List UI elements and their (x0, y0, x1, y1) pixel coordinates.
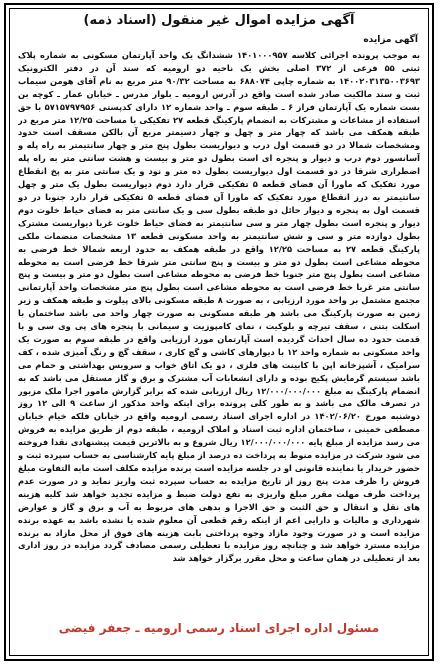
notice-signature: مسئول اداره اجرای اسناد رسمی ارومیه ـ جعفر فیضی (58, 621, 380, 635)
notice-inner-border (9, 8, 429, 656)
notice-title: آگهی مزایده اموال غیر منقول (اسناد ذمه) (83, 13, 355, 28)
notice-body: به موجب پرونده اجرائی کلاسه ۱۴۰۱۰۰۰۹۵۷ ششدانگ یک واحد آپارتمان مسکونی به شماره پلاک ثبتی ۵۵ فرعی از ۳۷۲ اصلی بخش یک ناحیه دو ارومیه که سند آن در دفتر الکترونیک ۱۴۰۰۲۰۳۱۳۵۰۰۳۶۹۳ به شماره چاپی ۶۸۸۰۷۴ به مساحت ۹۰/۳۲ متر مربع به نام آقای هومن سیماب ثبت و سند مالکیت صادر شده است واقع در آدرس ارومیه ـ بلوار مدرس ـ خیابان عمار ـ کوچه بن بست شماره یک آپارتمان فراز ۶ ـ طبقه سوم ـ واحد شماره ۱۲ دارای کدپستی ۵۷۱۵۷۹۷۹۵۶ با حق استفاده از مشاعات و مشترکات به انضمام پارکینگ قطعه ۲۷ تفکیکی با مساحت ۱۲/۲۵ متر مربع در طبقه همکف می باشد که چهار متر و چهل و چهار دسیمتر مربع آن بالکن مسقف است حدود ومشخصات شمالا در دو قسمت اول درب و دیواریست بطول پنج متر و چهار سانتیمتر به راه پله و آسانسور دوم درب و دیوار و پنجره ای است بطول دو متر و بیست و هشت سانتی متر به راه پله اضطراری شرقا در دو قسمت اول دیواریست بطول ده متر و نود و یک سانتی متر به پخ انقطاع مورد تفکیک که ماورا آن فضای قطعه ۵ تفکیکی قرار دارد دوم دیواریست بطول یک متر و چهل سانتیمتر به درز انقطاع مورد تفکیک که ماورا آن فضای قطعه ۵ تفکیکی قرار دارد جنوبا در دو قسمت اول به پنجره و دیوار حائل دو طبقه بطول سی و یک سانتی متر به فضای حیاط خلوت دوم دیوار و پنجره است بطول چهار متر و سی سانتیمتر به فضای حیاط خلوت غربا دیواریست مشترک بطول دوازده متر و سی و شش سانتیمتر به واحد مسکونی قطعه ۱۳ مشخصات منضمات ملکی پارکینگ قطعه ۲۷ به مساحت ۱۲/۲۵ واقع در طبقه همکف به حدود اربعه شمالا خط فرضی به محوطه مشاعی است بطول دو متر و بیست و پنج سانتی متر شرقا خط فرضی است به محوطه مشاعی است بطول پنج متر جنوبا خط فرضی به محوطه مشاعی است بطول دو متر و بیست و پنج سانتی متر غربا خط فرضی است به محوطه مشاعی است بطول پنج متر مشخصات واحد آپارتمانی مجتمع مشتمل بر واحد مورد ارزیابی ، به صورت ۸ طبقه مسکونی بالای پیلوت و طبقه همکف و زیر زمین به صورت پارکینگ می باشد هر طبقه مسکونی به صورت چهار واحد می باشد ساختمان با اسکلت بتنی ، سقف تیرچه و بلوکیت ، نمای کامپوزیت و سیمانی با پنجره های پی وی سی و با قدمت حدود ده سال احداث گردیده است آپارتمان مورد ارزیابی واقع در طبقه سوم به صورت یک واحد مسکونی به شماره واحد ۱۲ با دیوارهای کاشی و گچ کاری ، سقف گچ و رنگ آمیزی شده ، کف سرامیک ، آشپزخانه اپن با کابینت های فلزی ، دو یک اتاق خواب و سرویس بهداشتی و حمام می باشد سیستم گرمایش پکیج بوده و دارای انشعابات آب مشترک و برق و گاز مستقل می باشد که به انضمام پارکینگ به مبلغ ۱۲/۰۰۰/۰۰۰/۰۰۰ ریال ارزیابی شده که برابر گزارش مامور اجرا ملک مزبور در تصرف مالک می باشد و به طور کلی پرونده برای اینکه واحد مذکور از ساعت ۹ الی ۱۲ روز دوشنبه مورخ ۱۴۰۲/۰۶/۲۰ در اداره اجرای اسناد رسمی ارومیه واقع در خیابان فلکه خیام خیابان مصطفی خمینی ، ساختمان اداره ثبت اسناد و املاک ارومیه ، طبقه دوم از طریق مزایده به فروش می رسد مزایده از مبلغ پایه ۱۲/۰۰۰/۰۰۰/۰۰۰ ریال شروع و به بالاترین قیمت پیشنهادی نقدا فروخته می شود شرکت در مزایده منوط به پرداخت ده درصد از مبلغ پایه کارشناسی به حساب سپرده ثبت و حضور خریدار یا نماینده قانونی او در جلسه مزایده است برنده مزایده مکلف است مابه التفاوت مبلغ فروش را ظرف مدت پنج روز از تاریخ مزایده به حساب سپرده ثبت واریز نماید و در صورت عدم پرداخت ظرف مهلت مقرر مبلغ واریزی به نفع دولت ضبط و مزایده تجدید خواهد شد کلیه هزینه های نقل و انتقال و حق الثبت و حق الاجرا و بدهی های مربوط به آب و برق و گاز و عوارض شهرداری و مالیات و دارایی اعم از اینکه رقم قطعی آن معلوم شده یا نشده باشد به عهده برنده مزایده است و در صورت وجود مازاد وجوه پرداختی بابت هزینه های فوق از محل مازاد به برنده مزایده مسترد خواهد شد و چنانچه روز مزایده با تعطیلی رسمی مصادف گردد مزایده در روز اداری بعد از تعطیلی در همان ساعت و محل مقرر برگزار خواهد شد (18, 50, 420, 564)
notice-frame (4, 3, 434, 661)
notice-subtitle: آگهی مزایده (363, 35, 418, 45)
